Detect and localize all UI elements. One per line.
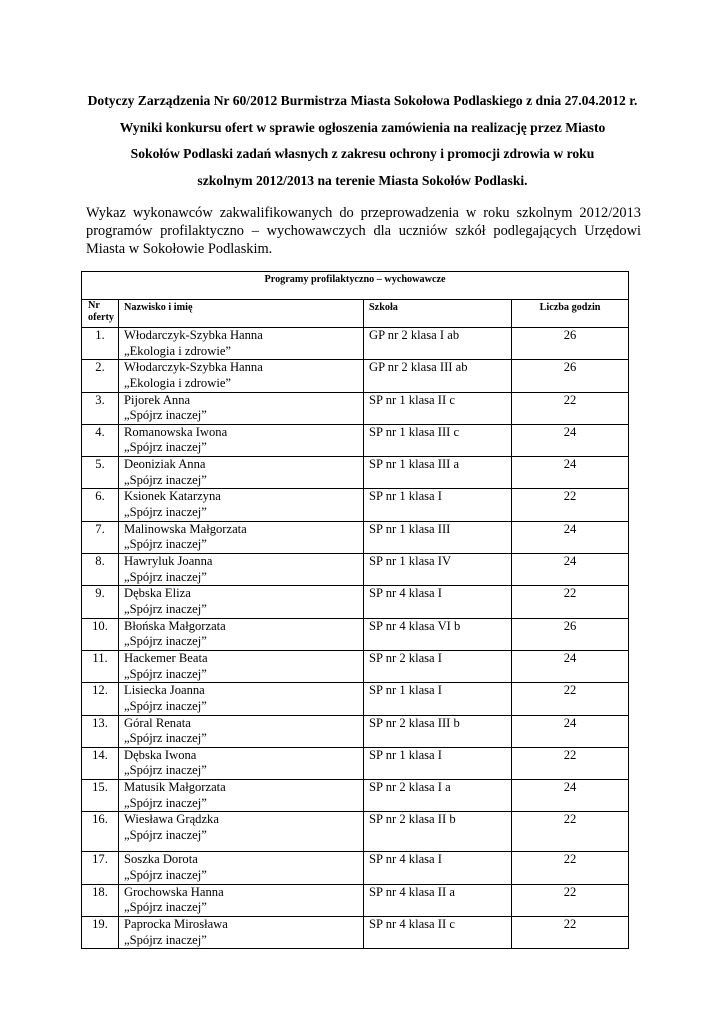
table-row	[82, 392, 629, 424]
cell-school: SP nr 1 klasa III c	[364, 424, 512, 456]
cell-hours: 22	[512, 852, 629, 884]
header-nr: Nr oferty	[82, 300, 119, 328]
cell-name	[119, 489, 364, 521]
table-caption: Programy profilaktyczno – wychowawcze	[82, 272, 629, 300]
contractor-name: Deoniziak Anna	[124, 457, 206, 472]
contractor-name: Pijorek Anna	[124, 392, 191, 407]
table-row	[82, 360, 629, 392]
cell-school: SP nr 1 klasa III	[364, 521, 512, 553]
heading-line: szkolnym 2012/2013 na terenie Miasta Sokołów Podlaski.	[197, 173, 528, 189]
cell-nr: 19.	[82, 917, 119, 949]
cell-hours: 24	[512, 457, 629, 489]
program-name: „Spójrz inaczej”	[124, 698, 207, 713]
cell-school: SP nr 1 klasa II c	[364, 392, 512, 424]
table-row	[82, 884, 629, 916]
cell-name	[119, 618, 364, 650]
cell-hours: 26	[512, 618, 629, 650]
cell-hours: 24	[512, 424, 629, 456]
table-row	[82, 586, 629, 618]
cell-hours: 22	[512, 586, 629, 618]
contractor-name: Grochowska Hanna	[124, 884, 224, 899]
cell-school: SP nr 4 klasa I	[364, 586, 512, 618]
cell-nr: 16.	[82, 812, 119, 852]
cell-school: SP nr 1 klasa IV	[364, 554, 512, 586]
contractor-name: Hawryluk Joanna	[124, 554, 213, 569]
cell-nr: 10.	[82, 618, 119, 650]
cell-name	[119, 812, 364, 852]
cell-school: SP nr 2 klasa I	[364, 650, 512, 682]
cell-hours: 22	[512, 917, 629, 949]
document-heading	[60, 88, 665, 195]
contractor-name: Matusik Małgorzata	[124, 780, 226, 795]
cell-name	[119, 780, 364, 812]
program-name: „Spójrz inaczej”	[124, 795, 207, 810]
table-row	[82, 328, 629, 360]
cell-hours: 22	[512, 747, 629, 779]
table-header-row	[82, 300, 629, 328]
cell-school: SP nr 4 klasa I	[364, 852, 512, 884]
cell-hours: 24	[512, 715, 629, 747]
cell-hours: 24	[512, 521, 629, 553]
program-name: „Spójrz inaczej”	[124, 440, 207, 455]
heading-line: Wyniki konkursu ofert w sprawie ogłoszenia zamówienia na realizację przez Miasto	[119, 119, 606, 135]
cell-school: SP nr 4 klasa II a	[364, 884, 512, 916]
intro-paragraph	[86, 204, 641, 258]
heading-line: Sokołów Podlaski zadań własnych z zakresu ochrony i promocji zdrowia w roku	[130, 146, 595, 162]
cell-nr: 1.	[82, 328, 119, 360]
program-name: „Spójrz inaczej”	[124, 731, 207, 746]
cell-nr: 13.	[82, 715, 119, 747]
contractor-name: Dębska Eliza	[124, 586, 191, 601]
contractor-name: Wiesława Grądzka	[124, 812, 219, 827]
cell-name	[119, 360, 364, 392]
cell-nr: 6.	[82, 489, 119, 521]
cell-hours: 22	[512, 884, 629, 916]
cell-nr: 18.	[82, 884, 119, 916]
contractor-name: Błońska Małgorzata	[124, 618, 226, 633]
cell-school: SP nr 2 klasa I a	[364, 780, 512, 812]
intro-line: programów profilaktyczno – wychowawczych dla uczniów szkół podlegających Urzędowi	[86, 223, 641, 239]
table-row	[82, 618, 629, 650]
cell-nr: 12.	[82, 683, 119, 715]
program-name: „Spójrz inaczej”	[124, 408, 207, 423]
contractor-name: Ksionek Katarzyna	[124, 489, 221, 504]
cell-school: SP nr 1 klasa I	[364, 747, 512, 779]
table-row	[82, 747, 629, 779]
cell-hours: 24	[512, 650, 629, 682]
contractor-name: Malinowska Małgorzata	[124, 521, 247, 536]
cell-school: SP nr 1 klasa I	[364, 489, 512, 521]
cell-nr: 2.	[82, 360, 119, 392]
table-row	[82, 457, 629, 489]
heading-line: Dotyczy Zarządzenia Nr 60/2012 Burmistrza Miasta Sokołowa Podlaskiego z dnia 27.04.2012 r.	[87, 93, 638, 108]
cell-name	[119, 747, 364, 779]
cell-nr: 11.	[82, 650, 119, 682]
cell-hours: 22	[512, 683, 629, 715]
table-row	[82, 650, 629, 682]
program-name: „Spójrz inaczej”	[124, 537, 207, 552]
table-row	[82, 917, 629, 949]
program-name: „Spójrz inaczej”	[124, 505, 207, 520]
table-row	[82, 852, 629, 884]
cell-nr: 9.	[82, 586, 119, 618]
contractor-name: Lisiecka Joanna	[124, 683, 205, 698]
contractor-name: Góral Renata	[124, 715, 191, 730]
table-row	[82, 715, 629, 747]
cell-name	[119, 392, 364, 424]
table-row	[82, 780, 629, 812]
contractor-name: Dębska Iwona	[124, 747, 197, 762]
contractor-name: Hackemer Beata	[124, 650, 208, 665]
program-name: „Ekologia i zdrowie”	[124, 375, 232, 390]
table-row	[82, 683, 629, 715]
program-name: „Ekologia i zdrowie”	[124, 343, 232, 358]
program-name: „Spójrz inaczej”	[124, 666, 207, 681]
intro-line: Wykaz wykonawców zakwalifikowanych do przeprowadzenia w roku szkolnym 2012/2013	[86, 205, 641, 221]
cell-name	[119, 715, 364, 747]
cell-hours: 22	[512, 489, 629, 521]
cell-nr: 8.	[82, 554, 119, 586]
header-hours: Liczba godzin	[512, 300, 629, 328]
cell-hours: 24	[512, 554, 629, 586]
cell-school: SP nr 4 klasa VI b	[364, 618, 512, 650]
cell-name	[119, 457, 364, 489]
cell-nr: 5.	[82, 457, 119, 489]
cell-name	[119, 650, 364, 682]
header-name: Nazwisko i imię	[119, 300, 364, 328]
cell-name	[119, 554, 364, 586]
contractor-name: Soszka Dorota	[124, 852, 198, 867]
cell-nr: 15.	[82, 780, 119, 812]
program-name: „Spójrz inaczej”	[124, 828, 207, 843]
program-name: „Spójrz inaczej”	[124, 763, 207, 778]
cell-hours: 22	[512, 812, 629, 852]
cell-school: GP nr 2 klasa III ab	[364, 360, 512, 392]
contractor-name: Włodarczyk-Szybka Hanna	[124, 328, 263, 342]
cell-name	[119, 424, 364, 456]
intro-line: Miasta w Sokołowie Podlaskim.	[86, 241, 273, 257]
cell-nr: 17.	[82, 852, 119, 884]
cell-hours: 22	[512, 392, 629, 424]
cell-nr: 4.	[82, 424, 119, 456]
table-row	[82, 812, 629, 852]
table-row	[82, 521, 629, 553]
cell-name	[119, 852, 364, 884]
contractor-name: Paprocka Mirosława	[124, 917, 228, 932]
cell-name	[119, 917, 364, 949]
program-name: „Spójrz inaczej”	[124, 634, 207, 649]
contractors-table	[81, 271, 629, 949]
cell-school: SP nr 2 klasa II b	[364, 812, 512, 852]
contractor-name: Romanowska Iwona	[124, 424, 228, 439]
cell-name	[119, 884, 364, 916]
program-name: „Spójrz inaczej”	[124, 569, 207, 584]
cell-name	[119, 328, 364, 360]
program-name: „Spójrz inaczej”	[124, 472, 207, 487]
cell-hours: 26	[512, 360, 629, 392]
cell-name	[119, 683, 364, 715]
cell-school: SP nr 2 klasa III b	[364, 715, 512, 747]
program-name: „Spójrz inaczej”	[124, 601, 207, 616]
cell-school: SP nr 1 klasa III a	[364, 457, 512, 489]
program-name: „Spójrz inaczej”	[124, 900, 207, 915]
cell-nr: 14.	[82, 747, 119, 779]
cell-school: SP nr 1 klasa I	[364, 683, 512, 715]
cell-name	[119, 521, 364, 553]
cell-school: SP nr 4 klasa II c	[364, 917, 512, 949]
contractor-name: Włodarczyk-Szybka Hanna	[124, 360, 263, 375]
cell-hours: 26	[512, 328, 629, 360]
cell-nr: 3.	[82, 392, 119, 424]
program-name: „Spójrz inaczej”	[124, 868, 207, 883]
cell-school: GP nr 2 klasa I ab	[364, 328, 512, 360]
table-row	[82, 554, 629, 586]
header-school: Szkoła	[364, 300, 512, 328]
program-name: „Spójrz inaczej”	[124, 932, 207, 947]
table-row	[82, 489, 629, 521]
table-caption-row	[82, 272, 629, 300]
cell-name	[119, 586, 364, 618]
table-row	[82, 424, 629, 456]
cell-hours: 24	[512, 780, 629, 812]
cell-nr: 7.	[82, 521, 119, 553]
